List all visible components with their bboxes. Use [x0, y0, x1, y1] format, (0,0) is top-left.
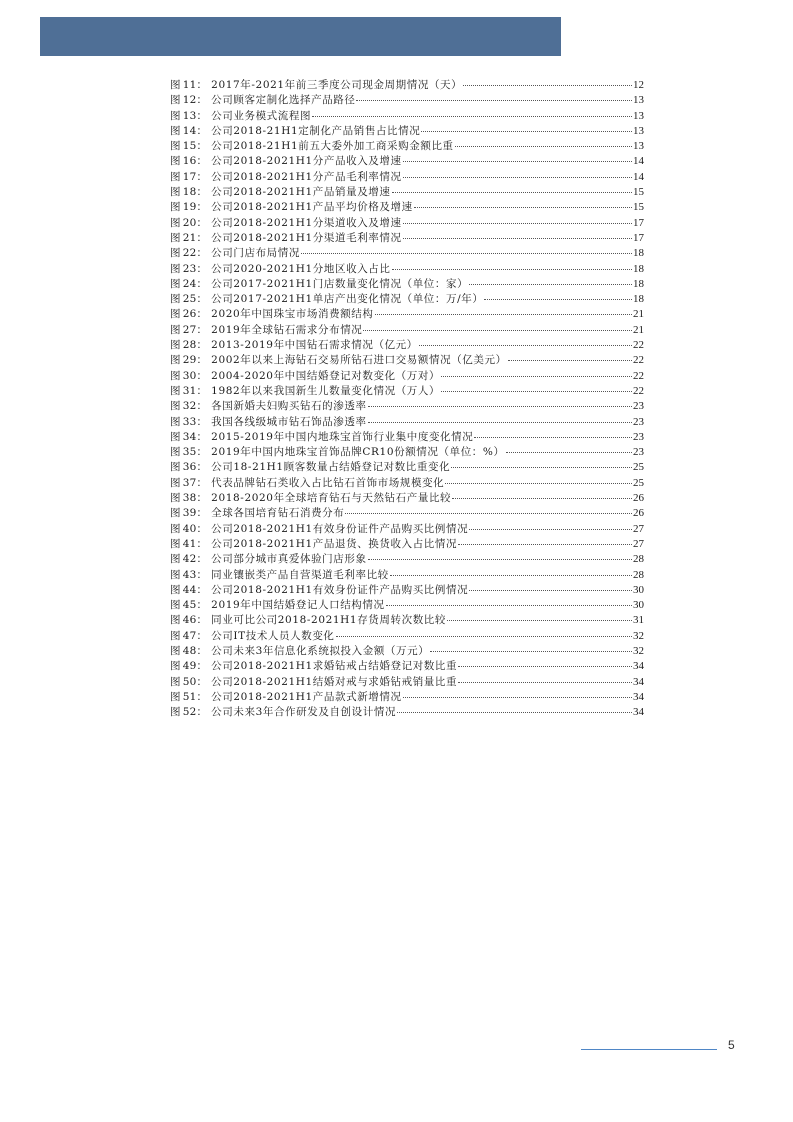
dot-leader	[447, 620, 632, 621]
toc-entry[interactable]	[170, 307, 644, 322]
toc-entry-label: 图 52： 公司未来3年合作研发及自创设计情况	[170, 706, 397, 719]
toc-entry-prefix: 图	[170, 430, 181, 443]
dot-leader	[386, 605, 632, 606]
toc-entry-prefix: 图	[170, 476, 181, 489]
toc-entry-page: 22	[633, 369, 644, 382]
dot-leader	[312, 116, 632, 117]
toc-entry-page: 34	[633, 675, 644, 688]
dot-leader	[403, 177, 632, 178]
toc-entry-title: 公司部分城市真爱体验门店形象	[211, 553, 367, 566]
toc-entry-page: 34	[633, 690, 644, 703]
toc-entry-label: 图 31： 1982年以来我国新生儿数量变化情况（万人）	[170, 384, 441, 397]
toc-entry-page: 12	[633, 79, 644, 91]
dot-leader	[368, 422, 632, 423]
toc-entry[interactable]	[170, 262, 644, 277]
page-number: 5	[728, 1038, 735, 1052]
toc-entry-number: 18	[182, 186, 197, 199]
toc-entry-page: 23	[633, 446, 644, 459]
toc-entry-title: 公司业务模式流程图	[211, 109, 312, 122]
toc-entry[interactable]	[170, 139, 644, 154]
toc-entry-label: 图 34： 2015-2019年中国内地珠宝首饰行业集中度变化情况	[170, 430, 474, 443]
toc-entry-title: 公司2017-2021H1门店数量变化情况（单位：家）	[211, 277, 469, 290]
toc-entry-page: 22	[633, 354, 644, 367]
toc-entry-title: 公司门店布局情况	[211, 247, 300, 260]
dot-leader	[458, 544, 632, 545]
toc-entry-label: 图 47： 公司IT技术人员人数变化	[170, 629, 335, 642]
toc-entry-title: 我国各线级城市钻石饰品渗透率	[211, 415, 367, 428]
toc-entry[interactable]	[170, 659, 644, 674]
toc-entry-title: 2020年中国珠宝市场消费额结构	[211, 308, 374, 321]
toc-entry-title: 公司IT技术人员人数变化	[211, 629, 335, 642]
dot-leader	[368, 406, 632, 407]
toc-entry-prefix: 图	[170, 568, 181, 581]
toc-entry-prefix: 图	[170, 308, 181, 321]
toc-entry[interactable]	[170, 170, 644, 185]
toc-entry-label: 图 50： 公司2018-2021H1结婚对戒与求婚钻戒销量比重	[170, 675, 458, 688]
toc-entry-prefix: 图	[170, 79, 181, 91]
dot-leader	[397, 712, 632, 713]
toc-entry-number: 23	[182, 262, 197, 275]
toc-entry-label: 图 28： 2013-2019年中国钻石需求情况（亿元）	[170, 339, 418, 352]
toc-entry[interactable]	[170, 491, 644, 506]
toc-entry-prefix: 图	[170, 644, 181, 657]
toc-entry-prefix: 图	[170, 400, 181, 413]
toc-entry-number: 48	[182, 644, 197, 657]
toc-entry-number: 36	[182, 461, 197, 474]
toc-entry-page: 27	[633, 537, 644, 550]
toc-entry-prefix: 图	[170, 262, 181, 275]
toc-entry[interactable]	[170, 415, 644, 430]
dot-leader	[363, 330, 632, 331]
toc-entry-prefix: 图	[170, 170, 181, 183]
dot-leader	[506, 452, 632, 453]
toc-entry-label: 图 23： 公司2020-2021H1分地区收入占比	[170, 262, 391, 275]
toc-entry-page: 17	[633, 216, 644, 229]
toc-entry-prefix: 图	[170, 94, 181, 107]
toc-entry-page: 21	[633, 308, 644, 321]
toc-entry-number: 42	[182, 553, 197, 566]
toc-entry-prefix: 图	[170, 369, 181, 382]
toc-entry[interactable]	[170, 246, 644, 261]
toc-entry-title: 公司2018-2021H1产品款式新增情况	[211, 690, 402, 703]
dot-leader	[445, 483, 632, 484]
toc-entry-prefix: 图	[170, 247, 181, 260]
toc-entry-page: 13	[633, 140, 644, 153]
toc-entry-label: 图 16： 公司2018-2021H1分产品收入及增速	[170, 155, 402, 168]
toc-entry-title: 2018-2020年全球培育钻石与天然钻石产量比较	[211, 492, 452, 505]
toc-entry-title: 公司顾客定制化选择产品路径	[211, 94, 356, 107]
toc-entry-label: 图 32： 各国新婚夫妇购买钻石的渗透率	[170, 400, 367, 413]
toc-entry-number: 41	[182, 537, 197, 550]
toc-entry-label: 图 24： 公司2017-2021H1门店数量变化情况（单位：家）	[170, 277, 469, 290]
toc-entry-prefix: 图	[170, 446, 181, 459]
toc-entry-number: 24	[182, 277, 197, 290]
toc-entry-number: 16	[182, 155, 197, 168]
toc-entry[interactable]	[170, 537, 644, 552]
toc-entry-number: 11	[182, 79, 197, 91]
figure-list	[170, 78, 644, 720]
toc-entry-prefix: 图	[170, 384, 181, 397]
toc-entry-label: 图 36： 公司18-21H1顾客数量占结婚登记对数比重变化	[170, 461, 451, 474]
toc-entry-prefix: 图	[170, 553, 181, 566]
toc-entry-title: 各国新婚夫妇购买钻石的渗透率	[211, 400, 367, 413]
toc-entry-prefix: 图	[170, 492, 181, 505]
dot-leader	[368, 559, 632, 560]
toc-entry-page: 14	[633, 170, 644, 183]
toc-entry-label: 图 19： 公司2018-2021H1产品平均价格及增速	[170, 201, 413, 214]
toc-entry-title: 公司2018-2021H1产品退货、换货收入占比情况	[211, 537, 458, 550]
toc-entry-label: 图 30： 2004-2020年中国结婚登记对数变化（万对）	[170, 369, 441, 382]
toc-entry-page: 30	[633, 583, 644, 596]
toc-entry-prefix: 图	[170, 629, 181, 642]
toc-entry-prefix: 图	[170, 522, 181, 535]
toc-entry-label: 图 49： 公司2018-2021H1求婚钻戒占结婚登记对数比重	[170, 660, 458, 673]
toc-entry-prefix: 图	[170, 186, 181, 199]
toc-entry-page: 13	[633, 94, 644, 107]
toc-entry[interactable]	[170, 399, 644, 414]
toc-entry-title: 公司2018-2021H1有效身份证件产品购买比例情况	[211, 583, 469, 596]
footer-rule	[581, 1049, 717, 1050]
dot-leader	[474, 437, 632, 438]
dot-leader	[392, 269, 633, 270]
header-bar	[40, 17, 561, 56]
toc-entry-prefix: 图	[170, 614, 181, 627]
toc-entry-title: 2019年中国内地珠宝首饰品牌CR10份额情况（单位：%）	[211, 446, 505, 459]
dot-leader	[452, 498, 632, 499]
toc-entry-label: 图 35： 2019年中国内地珠宝首饰品牌CR10份额情况（单位：%）	[170, 446, 505, 459]
toc-entry-title: 2002年以来上海钻石交易所钻石进口交易额情况（亿美元）	[211, 354, 507, 367]
toc-entry-page: 18	[633, 277, 644, 290]
toc-entry[interactable]	[170, 644, 644, 659]
toc-entry-prefix: 图	[170, 415, 181, 428]
toc-entry[interactable]	[170, 568, 644, 583]
toc-entry-prefix: 图	[170, 599, 181, 612]
toc-entry-number: 22	[182, 247, 197, 260]
toc-entry-title: 2017年-2021年前三季度公司现金周期情况（天）	[211, 79, 463, 91]
toc-entry[interactable]	[170, 613, 644, 628]
toc-entry-prefix: 图	[170, 660, 181, 673]
toc-entry-label: 图 21： 公司2018-2021H1分渠道毛利率情况	[170, 231, 402, 244]
toc-entry-page: 18	[633, 293, 644, 306]
toc-entry-title: 公司2018-21H1定制化产品销售占比情况	[211, 124, 421, 137]
toc-entry-number: 51	[182, 690, 197, 703]
toc-entry[interactable]	[170, 629, 644, 644]
toc-entry-title: 公司2018-2021H1结婚对戒与求婚钻戒销量比重	[211, 675, 458, 688]
toc-entry-prefix: 图	[170, 124, 181, 137]
toc-entry-prefix: 图	[170, 537, 181, 550]
toc-entry-title: 公司未来3年合作研发及自创设计情况	[211, 706, 397, 719]
dot-leader	[421, 131, 632, 132]
toc-entry-number: 15	[182, 140, 197, 153]
toc-entry-page: 14	[633, 155, 644, 168]
dot-leader	[403, 697, 632, 698]
toc-entry-number: 21	[182, 231, 197, 244]
dot-leader	[403, 161, 632, 162]
toc-entry-number: 50	[182, 675, 197, 688]
toc-entry[interactable]	[170, 690, 644, 705]
toc-entry-number: 49	[182, 660, 197, 673]
toc-entry-page: 28	[633, 568, 644, 581]
dot-leader	[336, 636, 632, 637]
dot-leader	[469, 590, 632, 591]
toc-entry-number: 12	[182, 94, 197, 107]
toc-entry-number: 17	[182, 170, 197, 183]
dot-leader	[455, 146, 632, 147]
toc-entry-title: 公司18-21H1顾客数量占结婚登记对数比重变化	[211, 461, 451, 474]
toc-entry-page: 18	[633, 247, 644, 260]
toc-entry-page: 23	[633, 400, 644, 413]
toc-entry-page: 25	[633, 476, 644, 489]
toc-entry-prefix: 图	[170, 155, 181, 168]
dot-leader	[356, 100, 632, 101]
toc-entry[interactable]	[170, 200, 644, 215]
toc-entry-page: 23	[633, 415, 644, 428]
toc-entry-number: 29	[182, 354, 197, 367]
toc-entry[interactable]	[170, 476, 644, 491]
toc-entry-number: 20	[182, 216, 197, 229]
toc-entry-page: 22	[633, 384, 644, 397]
toc-entry-prefix: 图	[170, 323, 181, 336]
toc-entry-title: 公司2018-2021H1求婚钻戒占结婚登记对数比重	[211, 660, 458, 673]
toc-entry-label: 图 40： 公司2018-2021H1有效身份证件产品购买比例情况	[170, 522, 469, 535]
toc-entry-label: 图 39： 全球各国培育钻石消费分布	[170, 507, 345, 520]
toc-entry-page: 18	[633, 262, 644, 275]
dot-leader	[469, 284, 632, 285]
toc-entry-page: 28	[633, 553, 644, 566]
toc-entry-page: 34	[633, 660, 644, 673]
toc-entry-number: 52	[182, 706, 197, 719]
dot-leader	[375, 314, 633, 315]
toc-entry-number: 35	[182, 446, 197, 459]
toc-entry-number: 44	[182, 583, 197, 596]
toc-entry-number: 47	[182, 629, 197, 642]
toc-entry-page: 32	[633, 644, 644, 657]
toc-entry-page: 27	[633, 522, 644, 535]
toc-entry[interactable]	[170, 369, 644, 384]
toc-entry-prefix: 图	[170, 277, 181, 290]
dot-leader	[441, 391, 632, 392]
toc-entry-label: 图 33： 我国各线级城市钻石饰品渗透率	[170, 415, 367, 428]
toc-entry-title: 公司2018-2021H1产品平均价格及增速	[211, 201, 413, 214]
toc-entry[interactable]	[170, 154, 644, 169]
toc-entry-number: 46	[182, 614, 197, 627]
toc-entry-number: 33	[182, 415, 197, 428]
toc-entry-label: 图 17： 公司2018-2021H1分产品毛利率情况	[170, 170, 402, 183]
toc-entry-prefix: 图	[170, 140, 181, 153]
toc-entry-title: 公司2018-2021H1分渠道毛利率情况	[211, 231, 402, 244]
toc-entry-label: 图 14： 公司2018-21H1定制化产品销售占比情况	[170, 124, 421, 137]
toc-entry[interactable]	[170, 216, 644, 231]
toc-entry-number: 19	[182, 201, 197, 214]
toc-entry-label: 图 51： 公司2018-2021H1产品款式新增情况	[170, 690, 402, 703]
toc-entry-label: 图 41： 公司2018-2021H1产品退货、换货收入占比情况	[170, 537, 458, 550]
toc-entry-prefix: 图	[170, 690, 181, 703]
toc-entry-prefix: 图	[170, 339, 181, 352]
dot-leader	[458, 666, 632, 667]
toc-entry-label: 图 15： 公司2018-21H1前五大委外加工商采购金额比重	[170, 140, 454, 153]
dot-leader	[403, 238, 632, 239]
dot-leader	[390, 575, 632, 576]
toc-entry-page: 13	[633, 124, 644, 137]
toc-entry-prefix: 图	[170, 583, 181, 596]
toc-entry-number: 40	[182, 522, 197, 535]
toc-entry-title: 公司2018-2021H1有效身份证件产品购买比例情况	[211, 522, 469, 535]
toc-entry-number: 45	[182, 599, 197, 612]
toc-entry-title: 2015-2019年中国内地珠宝首饰行业集中度变化情况	[211, 430, 474, 443]
dot-leader	[301, 253, 632, 254]
toc-entry-prefix: 图	[170, 216, 181, 229]
toc-entry-title: 公司2018-2021H1分渠道收入及增速	[211, 216, 402, 229]
toc-entry-title: 2013-2019年中国钻石需求情况（亿元）	[211, 339, 418, 352]
toc-entry[interactable]	[170, 109, 644, 124]
toc-entry[interactable]	[170, 583, 644, 598]
toc-entry-page: 25	[633, 461, 644, 474]
toc-entry-page: 23	[633, 430, 644, 443]
dot-leader	[345, 513, 632, 514]
toc-entry-title: 公司2017-2021H1单店产出变化情况（单位：万/年）	[211, 293, 484, 306]
toc-entry-prefix: 图	[170, 109, 181, 122]
toc-entry[interactable]	[170, 675, 644, 690]
toc-entry-label: 图 42： 公司部分城市真爱体验门店形象	[170, 553, 367, 566]
toc-entry-number: 34	[182, 430, 197, 443]
toc-entry-page: 15	[633, 201, 644, 214]
toc-entry-number: 25	[182, 293, 197, 306]
toc-entry-label: 图 48： 公司未来3年信息化系统拟投入金额（万元）	[170, 644, 430, 657]
toc-entry-title: 代表品牌钻石类收入占比钻石首饰市场规模变化	[211, 476, 445, 489]
toc-entry[interactable]	[170, 323, 644, 338]
toc-entry-title: 公司2018-2021H1分产品收入及增速	[211, 155, 402, 168]
dot-leader	[414, 207, 632, 208]
dot-leader	[441, 376, 632, 377]
dot-leader	[458, 682, 632, 683]
toc-entry[interactable]	[170, 430, 644, 445]
toc-entry-label: 图 44： 公司2018-2021H1有效身份证件产品购买比例情况	[170, 583, 469, 596]
toc-entry[interactable]	[170, 552, 644, 567]
toc-entry-title: 2004-2020年中国结婚登记对数变化（万对）	[211, 369, 441, 382]
toc-entry-title: 全球各国培育钻石消费分布	[211, 507, 345, 520]
toc-entry-prefix: 图	[170, 293, 181, 306]
dot-leader	[463, 85, 632, 86]
dot-leader	[403, 223, 632, 224]
toc-entry[interactable]	[170, 93, 644, 108]
toc-entry-page: 22	[633, 339, 644, 352]
toc-entry[interactable]	[170, 705, 644, 720]
dot-leader	[484, 299, 632, 300]
toc-entry-number: 31	[182, 384, 197, 397]
toc-entry-title: 2019年全球钻石需求分布情况	[211, 323, 363, 336]
toc-entry[interactable]	[170, 277, 644, 292]
toc-entry-prefix: 图	[170, 461, 181, 474]
dot-leader	[430, 651, 632, 652]
toc-entry-label: 图 12： 公司顾客定制化选择产品路径	[170, 94, 356, 107]
toc-entry-label: 图 18： 公司2018-2021H1产品销量及增速	[170, 186, 391, 199]
toc-entry[interactable]	[170, 598, 644, 613]
toc-entry-page: 31	[633, 614, 644, 627]
toc-entry-title: 同业镶嵌类产品自营渠道毛利率比较	[211, 568, 389, 581]
toc-entry[interactable]	[170, 338, 644, 353]
toc-entry[interactable]	[170, 384, 644, 399]
toc-entry[interactable]	[170, 124, 644, 139]
toc-entry-number: 13	[182, 109, 197, 122]
toc-entry-prefix: 图	[170, 231, 181, 244]
toc-entry-label: 图 20： 公司2018-2021H1分渠道收入及增速	[170, 216, 402, 229]
toc-entry[interactable]	[170, 460, 644, 475]
toc-entry-label: 图 38： 2018-2020年全球培育钻石与天然钻石产量比较	[170, 492, 452, 505]
toc-entry[interactable]	[170, 522, 644, 537]
toc-entry-number: 38	[182, 492, 197, 505]
toc-entry-label: 图 43： 同业镶嵌类产品自营渠道毛利率比较	[170, 568, 389, 581]
toc-entry-label: 图 11： 2017年-2021年前三季度公司现金周期情况（天）	[170, 79, 463, 91]
toc-entry-page: 26	[633, 492, 644, 505]
toc-entry-number: 28	[182, 339, 197, 352]
dot-leader	[508, 360, 632, 361]
toc-entry-number: 27	[182, 323, 197, 336]
toc-entry-number: 14	[182, 124, 197, 137]
dot-leader	[469, 529, 632, 530]
dot-leader	[451, 467, 632, 468]
toc-entry-label: 图 45： 2019年中国结婚登记人口结构情况	[170, 599, 385, 612]
toc-entry-prefix: 图	[170, 706, 181, 719]
toc-entry-title: 公司2018-2021H1分产品毛利率情况	[211, 170, 402, 183]
toc-entry-label: 图 37： 代表品牌钻石类收入占比钻石首饰市场规模变化	[170, 476, 445, 489]
toc-entry-title: 2019年中国结婚登记人口结构情况	[211, 599, 385, 612]
toc-entry-number: 43	[182, 568, 197, 581]
toc-entry-prefix: 图	[170, 675, 181, 688]
toc-entry-label: 图 29： 2002年以来上海钻石交易所钻石进口交易额情况（亿美元）	[170, 354, 507, 367]
toc-entry-page: 26	[633, 507, 644, 520]
toc-entry-label: 图 26： 2020年中国珠宝市场消费额结构	[170, 308, 374, 321]
toc-entry-label: 图 27： 2019年全球钻石需求分布情况	[170, 323, 363, 336]
toc-entry-title: 1982年以来我国新生儿数量变化情况（万人）	[211, 384, 441, 397]
toc-entry-number: 37	[182, 476, 197, 489]
toc-entry-label: 图 25： 公司2017-2021H1单店产出变化情况（单位：万/年）	[170, 293, 484, 306]
toc-entry-prefix: 图	[170, 507, 181, 520]
toc-entry[interactable]	[170, 78, 644, 93]
toc-entry-page: 21	[633, 323, 644, 336]
toc-entry-label: 图 46： 同业可比公司2018-2021H1存货周转次数比较	[170, 614, 446, 627]
toc-entry[interactable]	[170, 292, 644, 307]
dot-leader	[419, 345, 632, 346]
toc-entry-number: 32	[182, 400, 197, 413]
toc-entry-prefix: 图	[170, 201, 181, 214]
toc-entry-title: 公司未来3年信息化系统拟投入金额（万元）	[211, 644, 430, 657]
toc-entry-title: 同业可比公司2018-2021H1存货周转次数比较	[211, 614, 446, 627]
toc-entry-number: 30	[182, 369, 197, 382]
toc-entry-title: 公司2020-2021H1分地区收入占比	[211, 262, 391, 275]
toc-entry-number: 39	[182, 507, 197, 520]
toc-entry-prefix: 图	[170, 354, 181, 367]
toc-entry-label: 图 22： 公司门店布局情况	[170, 247, 300, 260]
toc-entry-title: 公司2018-2021H1产品销量及增速	[211, 186, 391, 199]
toc-entry[interactable]	[170, 353, 644, 368]
toc-entry-page: 34	[633, 706, 644, 719]
toc-entry-page: 32	[633, 629, 644, 642]
toc-entry-page: 13	[633, 109, 644, 122]
dot-leader	[392, 192, 633, 193]
toc-entry-number: 26	[182, 308, 197, 321]
toc-entry[interactable]	[170, 185, 644, 200]
toc-entry-page: 30	[633, 599, 644, 612]
toc-entry-title: 公司2018-21H1前五大委外加工商采购金额比重	[211, 140, 454, 153]
toc-entry[interactable]	[170, 445, 644, 460]
toc-entry-page: 17	[633, 231, 644, 244]
toc-entry-page: 15	[633, 186, 644, 199]
toc-entry[interactable]	[170, 231, 644, 246]
toc-entry-label: 图 13： 公司业务模式流程图	[170, 109, 312, 122]
toc-entry[interactable]	[170, 506, 644, 521]
